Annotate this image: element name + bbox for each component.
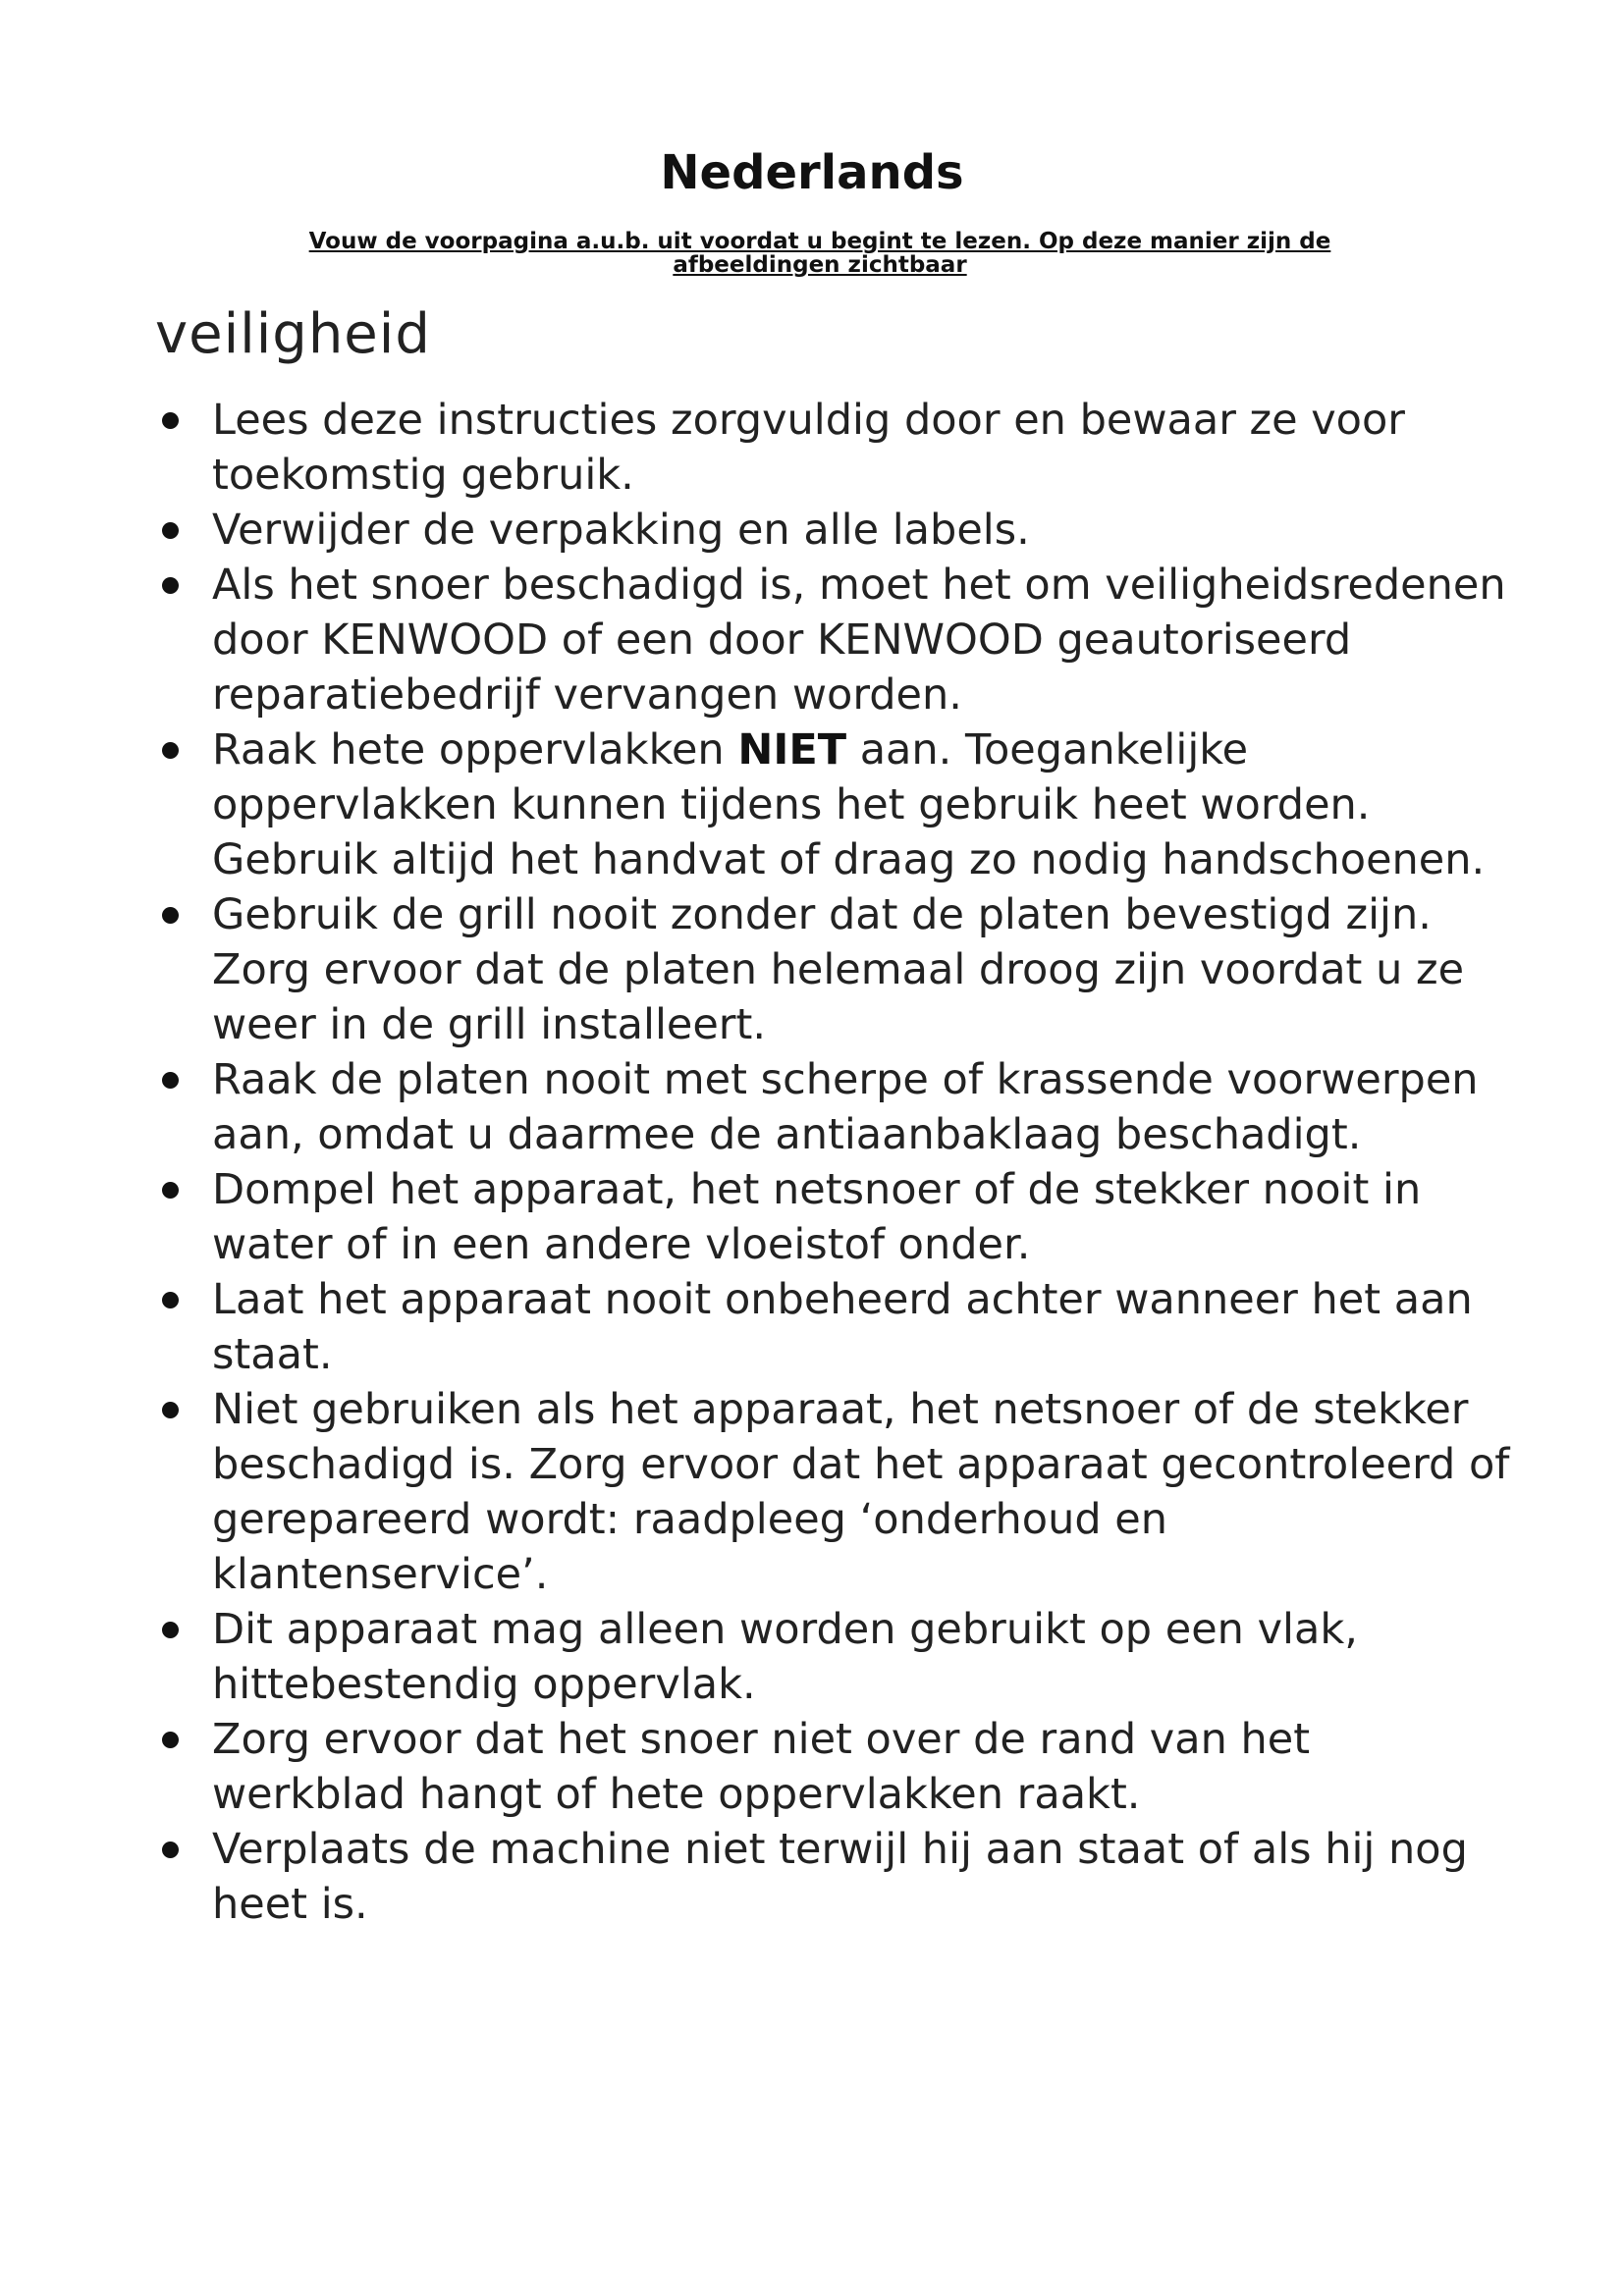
list-item-text: Dompel het apparaat, het netsnoer of de stekker nooit in water of in een andere vloeistof onder. — [212, 1165, 1422, 1269]
bullet-icon — [162, 577, 179, 594]
bullet-icon — [162, 1072, 179, 1089]
list-item — [155, 1162, 1510, 1272]
bullet-icon — [162, 1402, 179, 1418]
bullet-icon — [162, 412, 179, 429]
list-item-text: Lees deze instructies zorgvuldig door en bewaar ze voor toekomstig gebruik. — [212, 396, 1405, 500]
list-item-text: Raak de platen nooit met scherpe of krassende voorwerpen aan, omdat u daarmee de antiaanbaklaag beschadigt. — [212, 1055, 1479, 1159]
bullet-icon — [162, 742, 179, 759]
list-item — [155, 503, 1510, 558]
bullet-icon — [162, 907, 179, 924]
list-item-text: Verwijder de verpakking en alle labels. — [212, 506, 1030, 555]
list-item-text — [212, 725, 1485, 884]
bullet-icon — [162, 1732, 179, 1748]
list-item — [155, 393, 1510, 503]
list-item-text: Als het snoer beschadigd is, moet het om veiligheidsredenen door KENWOOD of een door KENWOOD geautoriseerd reparatiebedrijf vervangen worden. — [212, 561, 1506, 720]
emphasis-not: NIET — [737, 725, 847, 774]
list-item-text: Verplaats de machine niet terwijl hij aan staat of als hij nog heet is. — [212, 1825, 1468, 1929]
list-item-text-after: aan. Toegankelijke oppervlakken kunnen tijdens het gebruik heet worden. Gebruik altijd het handvat of draag zo nodig handschoenen. — [212, 725, 1486, 884]
list-item — [155, 722, 1510, 887]
bullet-icon — [162, 1842, 179, 1858]
safety-list — [155, 393, 1510, 1932]
list-item-text-before: Raak hete oppervlakken — [212, 725, 738, 774]
list-item-text: Gebruik de grill nooit zonder dat de platen bevestigd zijn. Zorg ervoor dat de platen helemaal droog zijn voordat u ze weer in de grill installeert. — [212, 890, 1465, 1049]
fold-out-notice: Vouw de voorpagina a.u.b. uit voordat u begint te lezen. Op deze manier zijn de afbeeldingen zichtbaar — [308, 229, 1331, 278]
list-item-text: Zorg ervoor dat het snoer niet over de rand van het werkblad hangt of hete oppervlakken raakt. — [212, 1715, 1311, 1819]
list-item-text: Niet gebruiken als het apparaat, het netsnoer of de stekker beschadigd is. Zorg ervoor dat het apparaat gecontroleerd of gerepareerd wordt: raadpleeg ‘onderhoud en klantenservice’. — [212, 1385, 1510, 1599]
list-item-text: Laat het apparaat nooit onbeheerd achter wanneer het aan staat. — [212, 1275, 1473, 1379]
section-heading-safety: veiligheid — [155, 302, 431, 366]
list-item — [155, 887, 1510, 1052]
list-item — [155, 1382, 1510, 1602]
list-item — [155, 1602, 1510, 1712]
bullet-icon — [162, 522, 179, 539]
list-item — [155, 1272, 1510, 1382]
list-item — [155, 1052, 1510, 1162]
page-title: Nederlands — [660, 145, 964, 200]
bullet-icon — [162, 1622, 179, 1638]
bullet-icon — [162, 1182, 179, 1199]
list-item-text: Dit apparaat mag alleen worden gebruikt op een vlak, hittebestendig oppervlak. — [212, 1605, 1358, 1709]
list-item — [155, 1712, 1510, 1822]
list-item — [155, 1822, 1510, 1932]
list-item — [155, 558, 1510, 722]
bullet-icon — [162, 1292, 179, 1308]
